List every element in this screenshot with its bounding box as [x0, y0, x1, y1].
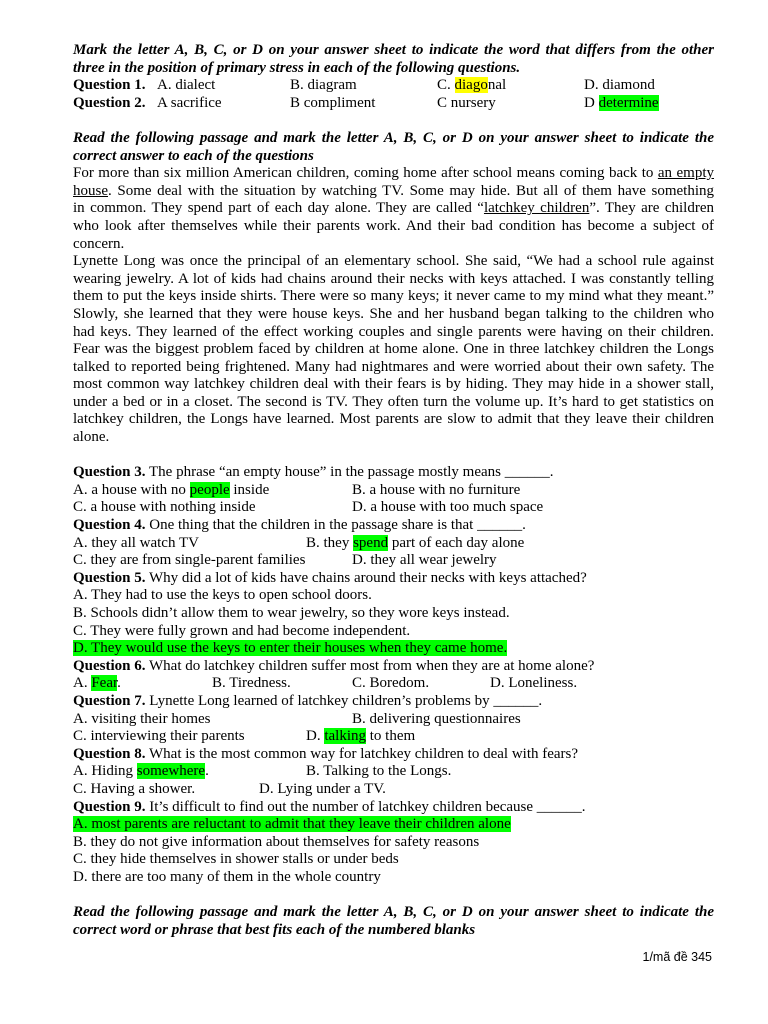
question-5-option-c: C. They were fully grown and had become independent. [73, 622, 411, 639]
passage-line: them to put the keys inside shirts. There were so many keys; it never came to my mind what they meant.” [73, 288, 714, 305]
question-4-options-row [73, 552, 714, 570]
option-text: part of each day alone [391, 534, 525, 551]
question-2-option-c: C nursery [437, 94, 496, 111]
question-9-label: Question 9. [73, 798, 146, 815]
passage-line: alone. [73, 429, 110, 446]
section2-instruction-line: correct answer to each of the questions [73, 147, 314, 164]
passage-text: For more than six million American children, coming home after school means coming back to [73, 165, 654, 182]
passage-line: Lynette Long was once the principal of an elementary school. She said, “We had a school rule against [73, 253, 714, 270]
question-4-option-a: A. they all watch TV [73, 534, 199, 551]
question-4-label: Question 4. [73, 517, 146, 534]
blank-line [73, 887, 714, 905]
exam-page [73, 42, 714, 939]
question-6-options-row [73, 675, 714, 693]
option-letter: C. [437, 77, 451, 94]
option-letter: A. [73, 675, 88, 692]
answer-highlight: talking [324, 728, 367, 745]
question-1-option-c [437, 77, 506, 95]
question-3-label: Question 3. [73, 464, 146, 481]
question-5-option-d: D. They would use the keys to enter their houses when they came home. [73, 640, 508, 657]
question-7-option-b: B. delivering questionnaires [352, 710, 521, 727]
option-text: nal [487, 77, 507, 94]
answer-highlight: people [189, 481, 230, 498]
question-7-stem: Lynette Long learned of latchkey children’s problems by ______. [149, 692, 543, 709]
question-7-options-row [73, 711, 714, 729]
underlined-phrase: house [73, 182, 108, 199]
answer-highlight: diago [454, 77, 488, 94]
section2-instruction-line: Read the following passage and mark the letter A, B, C, or D on your answer sheet to indicate the [73, 129, 714, 146]
question-9-option-d: D. there are too many of them in the whole country [73, 868, 381, 885]
question-8-stem: What is the most common way for latchkey children to deal with fears? [149, 745, 579, 762]
question-3-option-b: B. a house with no furniture [352, 481, 521, 498]
question-7-option-a: A. visiting their homes [73, 710, 211, 727]
passage-line: wearing jewelry. A lot of kids had chains around their necks with keys attached. I was constantly telling [73, 270, 714, 287]
option-text: B. they [306, 534, 350, 551]
question-5-label: Question 5. [73, 569, 146, 586]
blank-line [73, 447, 714, 465]
question-8-option-a [73, 763, 209, 781]
question-3-stem-line [73, 464, 714, 482]
passage-line: who look after themselves while their parents work. And their bad condition has become a subject of [73, 217, 714, 234]
question-6-option-c: C. Boredom. [352, 675, 430, 692]
question-4-stem-line [73, 517, 714, 535]
option-text: to them [369, 728, 416, 745]
section1-instruction-line: three in the position of primary stress in each of the following questions. [73, 59, 521, 76]
section1-instruction-line: Mark the letter A, B, C, or D on your answer sheet to indicate the word that differs from the other [73, 42, 714, 58]
question-1-option-b: B. diagram [290, 77, 357, 94]
section3-instruction-line: correct word or phrase that best fits each of the numbered blanks [73, 921, 476, 938]
question-6-stem-line [73, 658, 714, 676]
passage-line: most common way latchkey children deal with their fears is by hiding. They may hide in a shower stall, [73, 376, 714, 393]
question-3-option-a [73, 482, 269, 500]
question-6-option-d: D. Loneliness. [490, 675, 578, 692]
passage-line: talked to reported being frightened. Many had nightmares and were worried about their own safety. The [73, 358, 714, 375]
passage-line: Fear was the biggest problem faced by children at home alone. One in three latchkey children the Longs [73, 341, 714, 358]
question-9-option-a: A. most parents are reluctant to admit that they leave their children alone [73, 816, 511, 833]
question-7-label: Question 7. [73, 692, 146, 709]
question-5-option-b: B. Schools didn’t allow them to wear jewelry, so they wore keys instead. [73, 605, 510, 621]
passage-text: ”. They are children [589, 200, 714, 217]
answer-highlight: spend [353, 534, 389, 551]
question-7-stem-line [73, 693, 714, 711]
question-2-option-b: B compliment [290, 94, 376, 111]
answer-highlight: Fear [91, 675, 118, 692]
question-7-option-d [306, 728, 415, 746]
question-8-options-row [73, 763, 714, 781]
question-3-options-row [73, 499, 714, 517]
question-7-options-row [73, 728, 714, 746]
passage-line: concern. [73, 235, 125, 252]
question-6-label: Question 6. [73, 657, 146, 674]
question-7-option-c: C. interviewing their parents [73, 728, 245, 745]
passage-text: . Some deal with the situation by watching TV. Some may hide. But all of them have something [108, 182, 714, 199]
question-4-stem: One thing that the children in the passage share is that ______. [149, 517, 526, 534]
question-5-stem: Why did a lot of kids have chains around their necks with keys attached? [149, 569, 587, 586]
option-text: . [117, 675, 121, 692]
question-8-option-c: C. Having a shower. [73, 780, 196, 797]
question-9-stem: It’s difficult to find out the number of latchkey children because ______. [149, 798, 586, 815]
question-1-option-d: D. diamond [584, 77, 655, 94]
question-3-options-row [73, 482, 714, 500]
option-text: A. a house with no [73, 481, 186, 498]
question-4-option-c: C. they are from single-parent families [73, 552, 306, 569]
question-8-options-row [73, 781, 714, 799]
option-text: inside [233, 481, 270, 498]
section3-instruction-line: Read the following passage and mark the letter A, B, C, or D on your answer sheet to indicate the [73, 904, 714, 921]
question-3-option-d: D. a house with too much space [352, 499, 544, 516]
underlined-phrase: an empty [657, 165, 715, 182]
question-3-stem: The phrase “an empty house” in the passage mostly means ______. [149, 464, 554, 481]
passage-line: under a bed or in a closet. The second is TV. They often turn the volume up. It’s hard to get statistics on [73, 393, 714, 410]
question-8-option-d: D. Lying under a TV. [259, 780, 386, 797]
question-6-option-b: B. Tiredness. [212, 675, 291, 692]
passage-text: in common. They spend part of each day alone. They are called “ [73, 200, 484, 217]
question-3-option-c: C. a house with nothing inside [73, 499, 256, 516]
question-2-option-d [584, 95, 659, 113]
question-8-stem-line [73, 746, 714, 764]
passage-line: Slowly, she learned that they were house keys. She and her husband began talking to the children who [73, 305, 714, 322]
question-2-row [73, 95, 714, 113]
option-text: . [205, 763, 209, 780]
question-4-option-b [306, 535, 524, 553]
page-footer: 1/mã đề 345 [642, 950, 712, 964]
answer-highlight: somewhere [136, 763, 206, 780]
blank-line [73, 112, 714, 130]
passage-line: had keys. They learned of the effect working couples and single parents were having on their children. [73, 323, 714, 340]
question-1-label: Question 1. [73, 77, 146, 94]
passage-line: latchkey children, the Longs have learned. Most parents are slow to admit that they leave their children [73, 411, 714, 428]
underlined-phrase: latchkey children [483, 200, 590, 217]
question-4-options-row [73, 535, 714, 553]
question-6-stem: What do latchkey children suffer most from when they are at home alone? [149, 657, 595, 674]
question-1-option-a: A. dialect [157, 77, 216, 94]
question-9-option-b: B. they do not give information about themselves for safety reasons [73, 833, 480, 850]
question-6-option-a [73, 675, 121, 693]
question-5-option-a: A. They had to use the keys to open school doors. [73, 587, 372, 604]
question-8-option-b: B. Talking to the Longs. [306, 763, 452, 780]
question-4-option-d: D. they all wear jewelry [352, 552, 497, 569]
passage-line [73, 165, 714, 183]
question-2-option-a: A sacrifice [157, 94, 222, 111]
passage-line [73, 200, 714, 218]
question-5-stem-line [73, 570, 714, 588]
question-8-label: Question 8. [73, 745, 146, 762]
question-2-label: Question 2. [73, 94, 146, 111]
question-9-stem-line [73, 799, 714, 817]
option-text: A. Hiding [73, 763, 133, 780]
question-1-row [73, 77, 714, 95]
option-letter: D. [306, 728, 321, 745]
answer-highlight: determine [598, 94, 659, 111]
question-5-option-d-row [73, 640, 714, 658]
passage-line [73, 183, 714, 201]
question-9-option-c: C. they hide themselves in shower stalls or under beds [73, 851, 399, 868]
question-9-option-a-row [73, 816, 714, 834]
option-letter: D [584, 94, 595, 111]
